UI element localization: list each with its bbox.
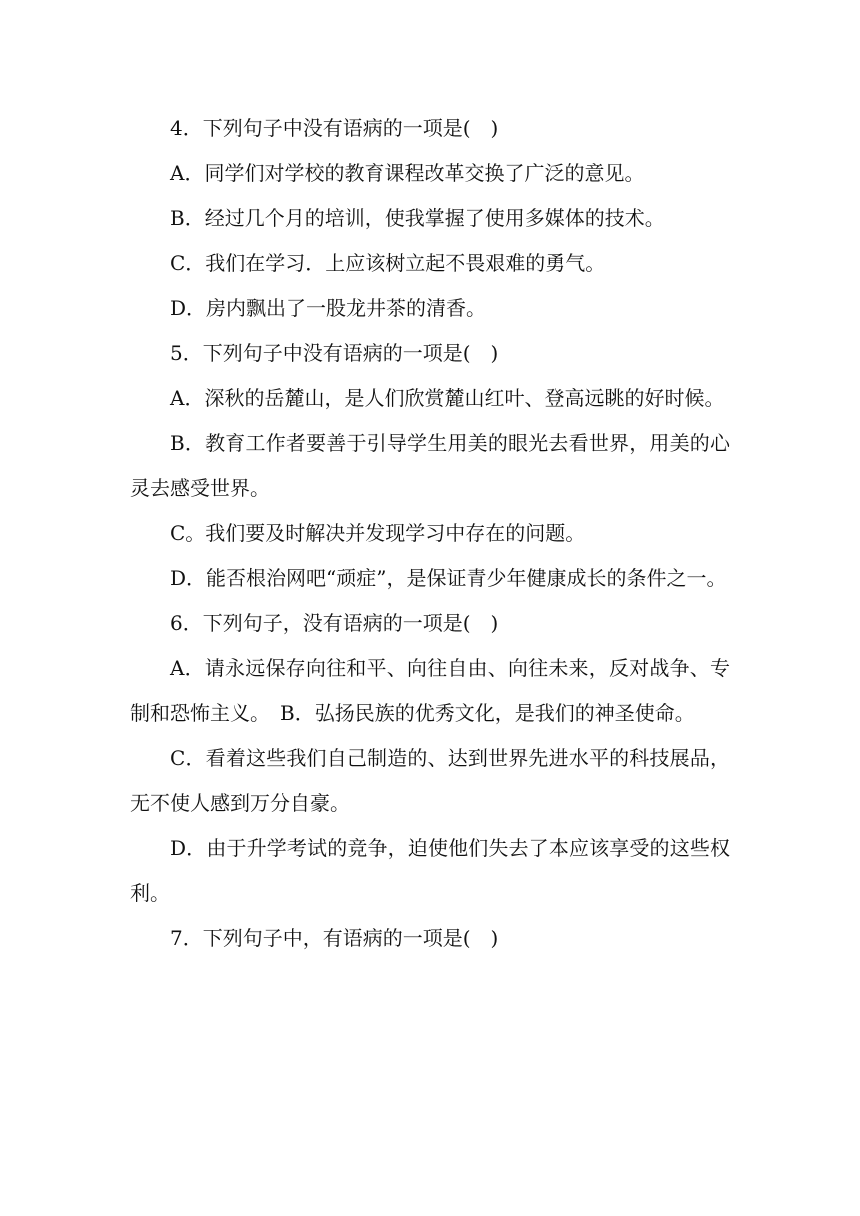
question-4-option-c: C．我们在学习．上应该树立起不畏艰难的勇气。	[170, 251, 606, 275]
question-6-option-a-b: A．请永远保存向往和平、向往自由、向往未来，反对战争、专制和恐怖主义。 B．弘扬民族的优秀文化，是我们的神圣使命。	[130, 656, 730, 725]
question-5-option-d: D．能否根治网吧“顽症”，是保证青少年健康成长的条件之一。	[170, 566, 727, 590]
question-5-option-c: C。我们要及时解决并发现学习中存在的问题。	[170, 521, 586, 545]
question-6-stem: 6．下列句子，没有语病的一项是( )	[170, 611, 499, 635]
question-4-option-a: A．同学们对学校的教育课程改革交换了广泛的意见。	[170, 161, 645, 185]
document-body	[130, 106, 730, 961]
question-6-option-d: D．由于升学考试的竞争，迫使他们失去了本应该享受的这些权利。	[130, 836, 730, 905]
question-5-stem: 5．下列句子中没有语病的一项是( )	[170, 341, 499, 365]
question-5-option-b: B．教育工作者要善于引导学生用美的眼光去看世界，用美的心灵去感受世界。	[130, 431, 730, 500]
question-6-option-c: C．看着这些我们自己制造的、达到世界先进水平的科技展品，无不使人感到万分自豪。	[130, 746, 730, 815]
question-4-stem: 4．下列句子中没有语病的一项是( )	[170, 116, 499, 140]
question-7-stem: 7．下列句子中，有语病的一项是( )	[170, 926, 499, 950]
question-4-option-b: B．经过几个月的培训，使我掌握了使用多媒体的技术。	[170, 206, 665, 230]
question-5-option-a: A．深秋的岳麓山，是人们欣赏麓山红叶、登高远眺的好时候。	[170, 386, 725, 410]
question-4-option-d: D．房内飘出了一股龙井茶的清香。	[170, 296, 487, 320]
